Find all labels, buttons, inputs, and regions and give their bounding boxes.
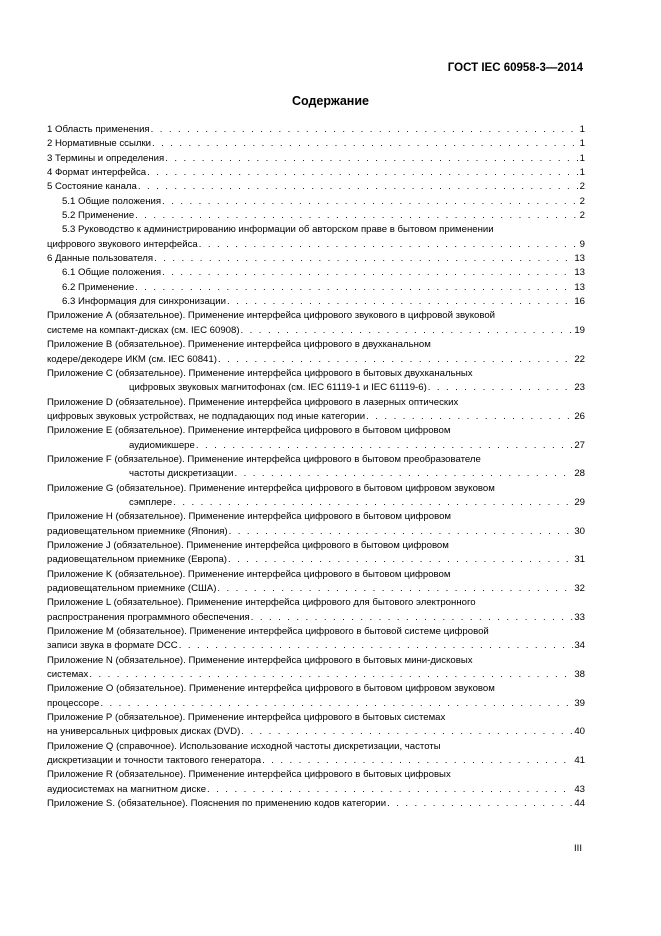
toc-entry-text-continued: процессоре [47,697,100,709]
toc-entry-text: 4 Формат интерфейса [47,167,147,179]
toc-entry [47,281,585,295]
toc-entry [47,711,585,740]
toc-entry-text-continued: распространения программного обеспечения [47,611,250,623]
toc-leader [207,783,573,797]
toc-entry [47,367,585,396]
toc-page-number: 22 [574,353,585,365]
toc-entry-text-continued: цифрового звукового интерфейса [47,238,198,250]
toc-entry-text: Приложение Q (справочное). Использование исходной частоты дискретизации, частоты [47,740,441,752]
toc-entry [47,740,585,769]
toc-page-number: 40 [574,726,585,738]
toc-entry [47,180,585,194]
toc-leader [229,525,574,539]
standard-designation: ГОСТ IEC 60958-3—2014 [447,62,583,74]
toc-leader [199,238,579,252]
toc-entry [47,568,585,597]
toc-page-number: 23 [574,382,585,394]
toc-entry [47,223,585,252]
toc-entry-text: 6.2 Применение [62,281,135,293]
toc-entry [47,596,585,625]
toc-leader [165,152,578,166]
toc-leader [135,209,579,223]
toc-entry-text-continued: аудиосистемах на магнитном диске [47,783,207,795]
toc-entry-text: 6.3 Информация для синхронизации [62,296,226,308]
toc-entry-text: Приложение Р (обязательное). Применение интерфейса цифрового в бытовых системах [47,712,446,724]
toc-entry-text-continued: аудиомикшере [129,439,195,451]
toc-entry [47,152,585,166]
toc-entry-text: Приложение Н (обязательное). Применение интерфейса цифрового в бытовом цифровом [47,511,451,523]
toc-entry-text-continued: радиовещательном приемнике (США) [47,583,217,594]
toc-entry-text: Приложение L (обязательное). Применение интерфейса цифрового для бытового электронного [47,597,476,609]
toc-entry [47,123,585,137]
toc-entry [47,768,585,797]
toc-entry-text-continued: цифровых звуковых магнитофонах (см. IEC 61119-1 и IEC 61119-6) [129,382,427,394]
toc-entry-text-continued: радиовещательном приемнике (Япония) [47,525,228,537]
toc-entry-text: Приложение Е (обязательное). Применение интерфейса цифрового в бытовом цифровом [47,425,451,437]
toc-entry-text-continued: сэмплере [129,496,173,508]
toc-entry [47,266,585,280]
toc-entry-text: Приложение G (обязательное). Применение интерфейса цифрового в бытовом цифровом звуковом [47,482,495,494]
toc-leader [154,252,573,266]
toc-entry [47,338,585,367]
toc-leader [387,797,573,811]
toc-leader [241,324,574,338]
toc-entry-text: Приложение N (обязательное). Применение интерфейса цифрового в бытовых мини-дисковых [47,654,473,666]
toc-entry [47,309,585,338]
toc-leader [428,381,574,395]
toc-entry [47,166,585,180]
toc-entry [47,252,585,266]
toc-page-number: 44 [574,798,585,810]
toc-entry-text: Приложение R (обязательное). Применение интерфейса цифрового в бытовых цифровых [47,769,451,781]
toc-entry-text-continued: на универсальных цифровых дисках (DVD) [47,726,241,738]
toc-entry-text: Приложение S. (обязательное). Пояснения по применению кодов категории [47,798,387,810]
toc-leader [152,137,579,151]
toc-entry-text: 5.2 Применение [62,210,135,222]
toc-leader [218,353,573,367]
toc-page-number: 29 [574,496,585,508]
toc-entry-text: Приложение А (обязательное). Применение интерфейса цифрового звукового в цифровой звуковой [47,310,496,322]
toc-entry [47,654,585,683]
toc-page-number: 13 [574,253,585,265]
toc-entry-text-continued: радиовещательном приемнике (Европа) [47,554,227,566]
toc-leader [227,295,573,309]
toc-page-number: 31 [574,554,585,566]
toc-page-number: 13 [574,281,585,293]
toc-entry-text: 5.3 Руководство к администрированию информации об авторском праве в бытовом применении [62,224,494,236]
toc-page-number: 1 [579,124,585,135]
toc-entry-text: Приложение J (обязательное). Применение интерфейса цифрового в бытовом цифровом [47,539,449,551]
toc-entry-text-continued: записи звука в формате DCC [47,640,178,652]
toc-entry-text-continued: кодере/декодере ИКМ (см. IEC 60841) [47,353,217,365]
toc-page-number: 34 [574,640,585,652]
toc-leader [217,582,573,596]
toc-leader [196,439,573,453]
toc-page-number: 27 [574,439,585,451]
toc-entry-text-continued: частоты дискретизации [129,468,234,480]
toc-page-number: 2 [579,195,585,207]
toc-page-number: 39 [574,697,585,709]
page-number: III [574,843,582,854]
toc-entry-text: Приложение F (обязательное). Применение интерфейса цифрового в бытовом преобразователе [47,453,481,465]
toc-entry [47,137,585,151]
toc-entry-text: Приложение С (обязательное). Применение интерфейса цифрового в бытовых двухканальных [47,367,473,379]
toc-page-number: 26 [574,410,585,422]
toc-page-number: 32 [574,583,585,594]
toc-entry [47,396,585,425]
toc-entry-text: Приложение М (обязательное). Применение интерфейса цифрового в бытовой системе цифровой [47,626,489,638]
toc-leader [228,553,573,567]
toc-leader [151,123,579,137]
toc-leader [262,754,573,768]
toc-leader [162,266,573,280]
toc-leader [89,668,573,682]
toc-leader [235,467,574,481]
toc-entry-text-continued: системах [47,669,89,681]
toc-leader [173,496,573,510]
toc-entry-text: 1 Область применения [47,124,150,135]
toc-entry-text: 5.1 Общие положения [62,195,162,207]
toc-entry [47,682,585,711]
toc-page-number: 13 [574,267,585,279]
toc-page-number: 30 [574,525,585,537]
toc-entry-text: Приложение D (обязательное). Применение интерфейса цифрового в лазерных оптических [47,396,459,408]
toc-page-number: 1 [579,167,585,179]
toc-entry [47,625,585,654]
toc-entry-text: 3 Термины и определения [47,152,165,164]
toc-entry-text: 6 Данные пользователя [47,253,154,265]
toc-page-number: 41 [574,755,585,767]
toc-entry [47,424,585,453]
toc-entry-text: 6.1 Общие положения [62,267,162,279]
toc-leader [179,639,574,653]
toc-leader [162,195,579,209]
toc-entry-text: 2 Нормативные ссылки [47,138,152,150]
toc-page-number: 19 [574,324,585,336]
toc-page-number: 9 [579,238,585,250]
toc-entry [47,209,585,223]
toc-entry [47,539,585,568]
toc-page-number: 16 [574,296,585,308]
toc-entry-text-continued: дискретизации и точности тактового генератора [47,755,262,767]
toc-page-number: 33 [574,611,585,623]
toc-page-number: 2 [579,181,585,193]
toc-page-number: 2 [579,210,585,222]
toc-entry [47,797,585,811]
toc-page-number: 1 [579,152,585,164]
toc-page-number: 38 [574,669,585,681]
toc-leader [135,281,573,295]
toc-entry [47,453,585,482]
toc-leader [251,611,574,625]
toc-entry [47,510,585,539]
toc-entry-text: Приложение О (обязательное). Применение интерфейса цифрового в бытовом цифровом звуковом [47,683,495,695]
toc-entry [47,482,585,511]
toc-entry-text: Приложение В (обязательное). Применение интерфейса цифрового в двухканальном [47,339,431,351]
toc-leader [138,180,579,194]
toc-entry [47,295,585,309]
toc-entry-text: Приложение K (обязательное). Применение интерфейса цифрового в бытовом цифровом [47,568,451,580]
table-of-contents [47,123,585,812]
toc-page-number: 28 [574,468,585,480]
toc-entry [47,195,585,209]
toc-leader [241,725,573,739]
toc-page-number: 43 [574,783,585,795]
toc-leader [366,410,573,424]
page-title: Содержание [291,94,369,108]
toc-entry-text-continued: цифровых звуковых устройствах, не подпадающих под иные категории [47,410,366,422]
toc-entry-text: 5 Состояние канала [47,181,137,193]
toc-entry-text-continued: системе на компакт-дисках (см. IEC 60908) [47,324,240,336]
toc-page-number: 1 [579,138,585,150]
toc-leader [147,166,579,180]
toc-leader [100,697,573,711]
